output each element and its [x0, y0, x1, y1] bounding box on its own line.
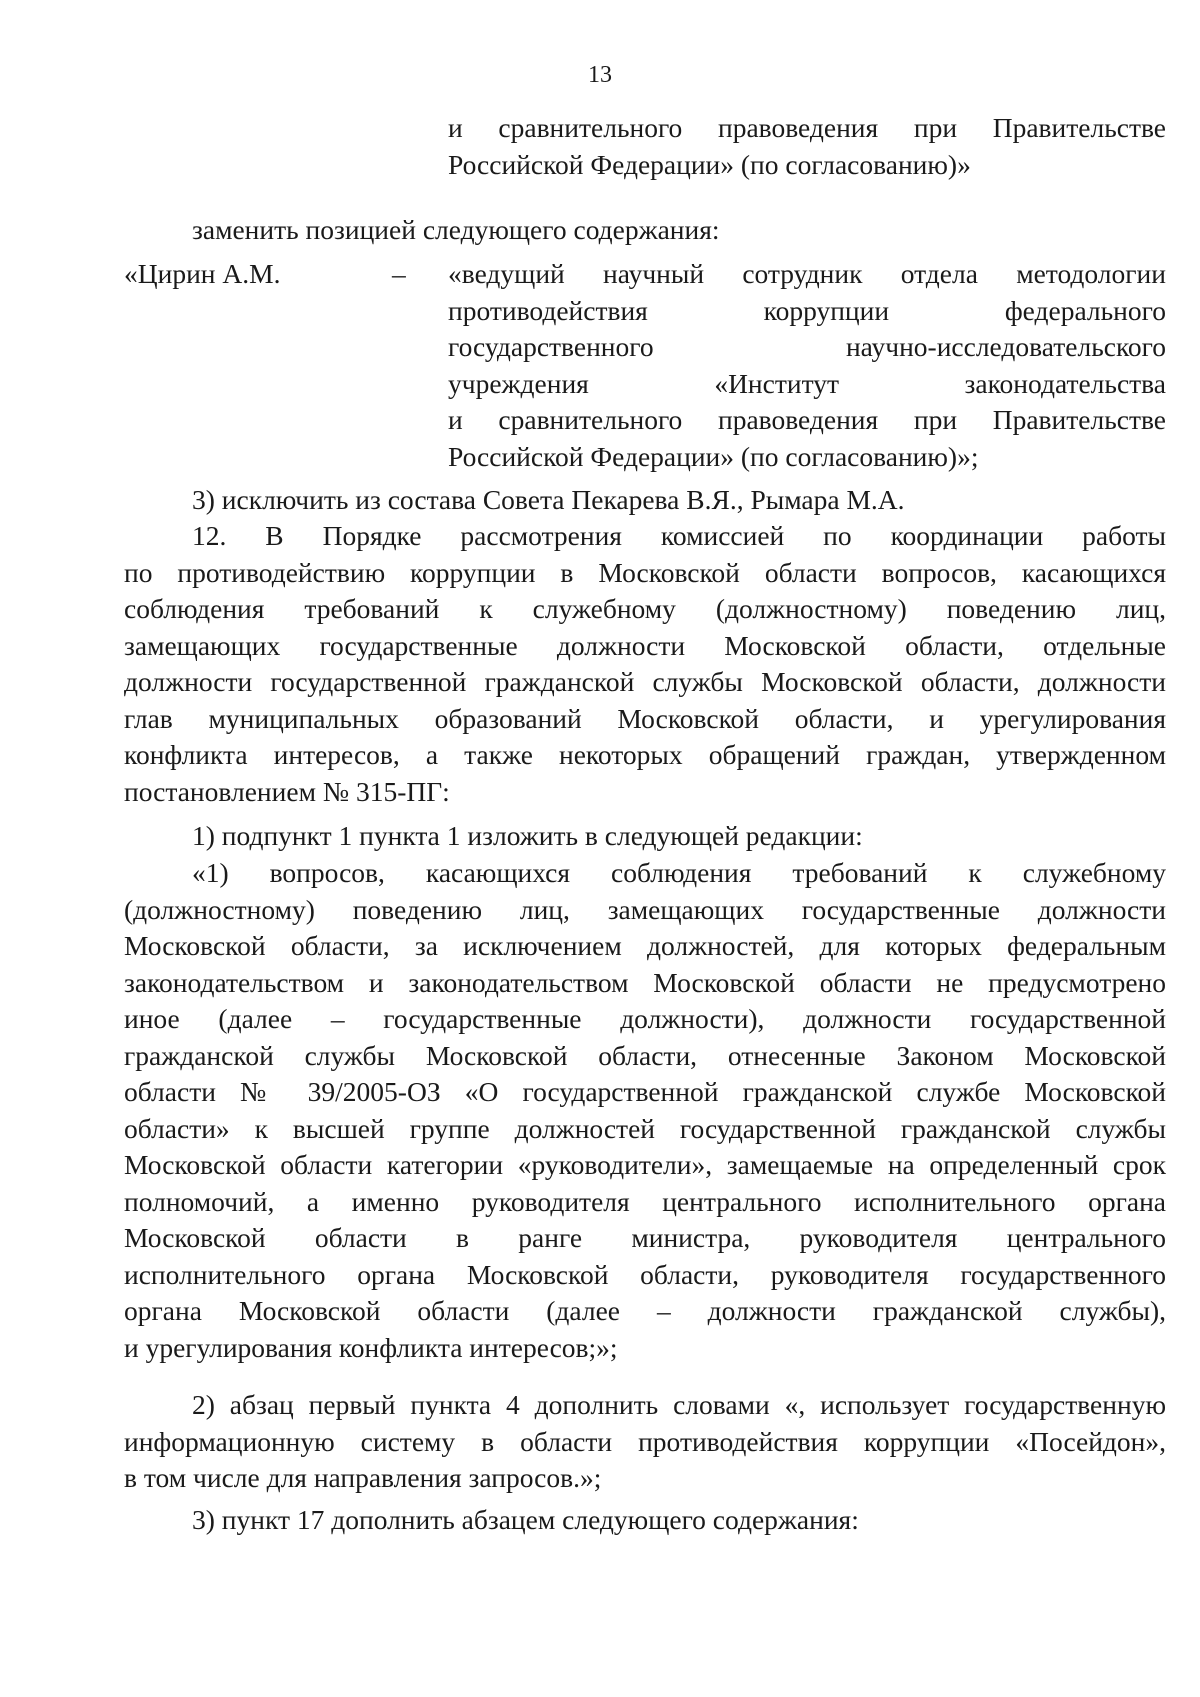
text-line: глав муниципальных образований Московской области, и урегулирования — [124, 702, 1166, 734]
text-line: законодательством и законодательством Московской области не предусмотрено — [124, 966, 1166, 998]
sub1-text — [124, 855, 1166, 1366]
text-line: и урегулирования конфликта интересов;»; — [124, 1331, 618, 1363]
page-number: 13 — [588, 62, 612, 88]
text-line: 2) абзац первый пункта 4 дополнить словами «, использует государственную — [192, 1389, 1166, 1420]
text-line: постановлением № 315-ПГ: — [124, 775, 450, 807]
section-12 — [124, 518, 1166, 810]
top-continuation-block — [448, 110, 1166, 183]
text-line: государственного научно-исследовательского — [448, 331, 1166, 362]
text-line: и сравнительного правоведения при Правительстве — [448, 404, 1166, 435]
item3-exclude — [124, 482, 1166, 519]
item3-exclude-text: 3) исключить из состава Совета Пекарева В.Я., Рымара М.А. — [192, 484, 905, 515]
text-line: иное (далее – государственные должности), должности государственной — [124, 1003, 1166, 1034]
sub3 — [124, 1502, 1166, 1539]
text-line: органа Московской области (далее – должности гражданской службы), — [124, 1295, 1166, 1326]
text-line: по противодействию коррупции в Московской области вопросов, касающихся — [124, 556, 1166, 588]
text-line: 12. В Порядке рассмотрения комиссией по координации работы — [192, 520, 1166, 551]
text-line: области № 39/2005-ОЗ «О государственной гражданской службе Московской — [124, 1076, 1166, 1107]
text-line: учреждения «Институт законодательства — [448, 367, 1166, 399]
text-line: замещающих государственные должности Московской области, отдельные — [124, 629, 1166, 661]
replace-intro — [124, 212, 1166, 249]
text-line: соблюдения требований к служебному (должностному) поведению лиц, — [124, 593, 1166, 624]
text-line: «ведущий научный сотрудник отдела методологии — [448, 258, 1166, 289]
member-name: «Цирин А.М. — [124, 258, 281, 289]
text-line: области» к высшей группе должностей государственной гражданской службы — [124, 1112, 1166, 1144]
text-line: должности государственной гражданской службы Московской области, должности — [124, 666, 1166, 697]
text-line: Московской области, за исключением должностей, для которых федеральным — [124, 930, 1166, 961]
text-line: информационную систему в области противодействия коррупции «Посейдон», — [124, 1425, 1166, 1457]
text-line: конфликта интересов, а также некоторых обращений граждан, утвержденном — [124, 739, 1166, 770]
text-line: Московской области категории «руководители», замещаемые на определенный срок — [124, 1149, 1166, 1180]
text-line: «1) вопросов, касающихся соблюдения требований к служебному — [192, 857, 1166, 888]
replace-intro-text: заменить позицией следующего содержания: — [192, 214, 720, 245]
sub3-text: 3) пункт 17 дополнить абзацем следующего содержания: — [192, 1504, 859, 1535]
text-line: Российской Федерации» (по согласованию)» — [448, 148, 971, 180]
sub1-intro — [124, 818, 1166, 855]
text-line: Московской области в ранге министра, руководителя центрального — [124, 1222, 1166, 1253]
text-line: и сравнительного правоведения при Правительстве — [448, 112, 1166, 143]
text-line: противодействия коррупции федерального — [448, 294, 1166, 326]
sub2 — [124, 1387, 1166, 1497]
text-line: Российской Федерации» (по согласованию)»; — [448, 440, 979, 472]
sub1-intro-text: 1) подпункт 1 пункта 1 изложить в следующей редакции: — [192, 820, 863, 851]
text-line: полномочий, а именно руководителя центрального исполнительного органа — [124, 1185, 1166, 1217]
member-description — [448, 256, 1166, 475]
text-line: гражданской службы Московской области, отнесенные Законом Московской — [124, 1039, 1166, 1071]
text-line: исполнительного органа Московской области, руководителя государственного — [124, 1258, 1166, 1290]
text-line: в том числе для направления запросов.»; — [124, 1462, 602, 1493]
member-dash: – — [392, 258, 406, 289]
text-line: (должностному) поведению лиц, замещающих государственные должности — [124, 893, 1166, 925]
